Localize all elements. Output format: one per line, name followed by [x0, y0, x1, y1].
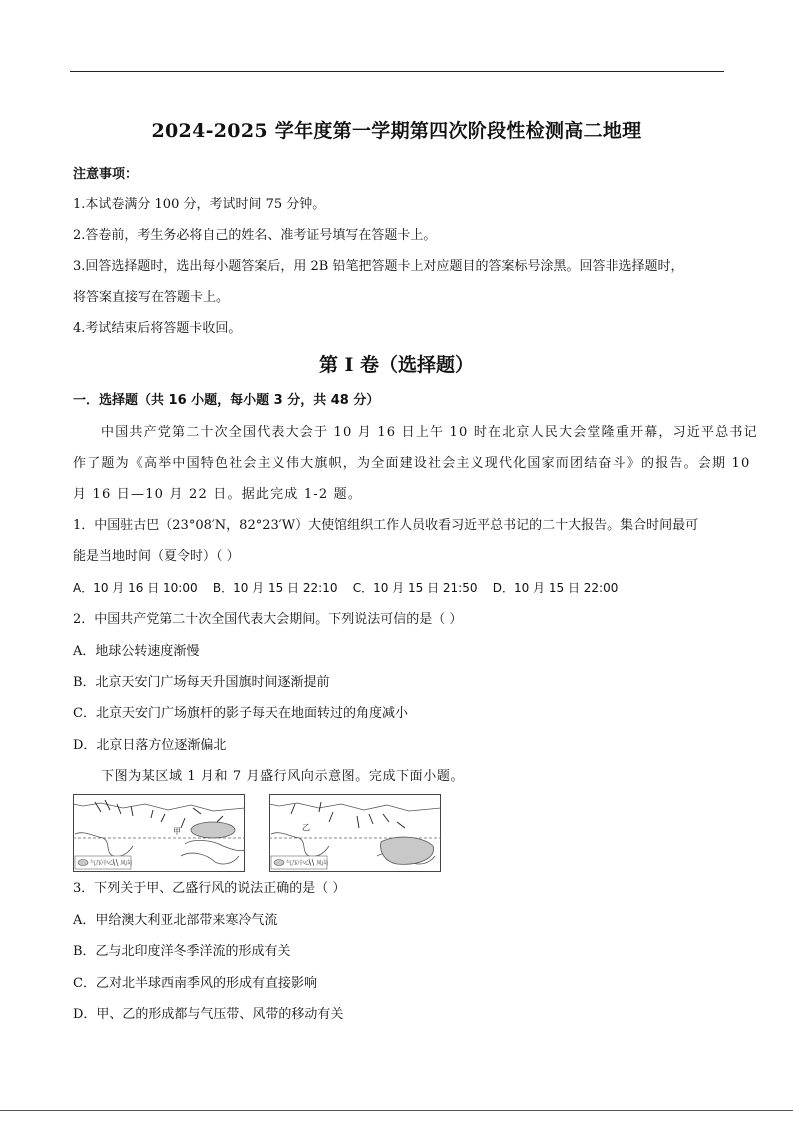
question-1-options: A．10 月 16 日 10:00 B．10 月 15 日 22:10 C．10 月 15 日 21:50 D．10 月 15 日 22:00 [73, 581, 619, 595]
passage-line: 中国共产党第二十次全国代表大会于 10 月 16 日上午 10 时在北京人民大会堂隆重开幕，习近平总书记 [101, 425, 758, 440]
option-a: A．甲给澳大利亚北部带来寒冷气流 [73, 913, 278, 928]
option-d: D．甲、乙的形成都与气压带、风带的移动有关 [73, 1007, 344, 1022]
footer-rule [0, 1110, 793, 1111]
map-label-yi: 乙 [302, 823, 310, 832]
legend-wind-label: 风向 [316, 860, 329, 867]
notice-item: 3.回答选择题时，选出每小题答案后，用 2B 铅笔把答题卡上对应题目的答案标号涂黑。回答非选择题时， [73, 259, 684, 274]
passage-line: 月 16 日—10 月 22 日。据此完成 1-2 题。 [73, 487, 363, 502]
question-1-stem: 1．中国驻古巴（23°08′N，82°23′W）大使馆组织工作人员收看习近平总书记的二十大报告。集合时间最可 [73, 518, 699, 533]
legend-wind-label: 风向 [120, 860, 133, 867]
notice-item: 4.考试结束后将答题卡收回。 [73, 321, 242, 336]
wind-map-july [269, 794, 441, 872]
legend-pressure-swatch [78, 860, 88, 866]
section-title: 第 I 卷（选择题） [318, 354, 475, 376]
notice-heading: 注意事项： [73, 167, 139, 182]
notice-item: 将答案直接写在答题卡上。 [73, 290, 230, 305]
part-heading: 一．选择题（共 16 小题，每小题 3 分，共 48 分） [73, 393, 380, 408]
pressure-center [381, 837, 434, 864]
notice-item: 1.本试卷满分 100 分，考试时间 75 分钟。 [73, 197, 326, 212]
option-a: A．地球公转速度渐慢 [73, 644, 200, 659]
option-d: D．北京日落方位逐渐偏北 [73, 738, 227, 753]
legend-pressure-label: 气压中心 [286, 860, 311, 867]
option-b: B．乙与北印度洋冬季洋流的形成有关 [73, 944, 291, 959]
header-rule [70, 71, 724, 72]
question-1-stem: 能是当地时间（夏令时）（ ） [73, 549, 240, 564]
wind-map-january [73, 794, 245, 872]
passage-line: 作了题为《高举中国特色社会主义伟大旗帜，为全面建设社会主义现代化国家而团结奋斗》的报告。会期 10 [73, 456, 751, 471]
question-2-stem: 2．中国共产党第二十次全国代表大会期间。下列说法可信的是（ ） [73, 612, 463, 627]
legend-pressure-swatch [274, 860, 284, 866]
legend-pressure-label: 气压中心 [90, 860, 115, 867]
page-title: 2024-2025 学年度第一学期第四次阶段性检测高二地理 [151, 120, 642, 142]
notice-item: 2.答卷前，考生务必将自己的姓名、准考证号填写在答题卡上。 [73, 228, 437, 243]
map-label-jia: 甲 [173, 827, 181, 836]
figure-caption: 下图为某区域 1 月和 7 月盛行风向示意图。完成下面小题。 [101, 769, 465, 784]
option-b: B．北京天安门广场每天升国旗时间逐渐提前 [73, 675, 330, 690]
question-3-stem: 3．下列关于甲、乙盛行风的说法正确的是（ ） [73, 881, 346, 896]
pressure-center [191, 822, 235, 838]
option-c: C．北京天安门广场旗杆的影子每天在地面转过的角度减小 [73, 706, 408, 721]
option-c: C．乙对北半球西南季风的形成有直接影响 [73, 976, 317, 991]
